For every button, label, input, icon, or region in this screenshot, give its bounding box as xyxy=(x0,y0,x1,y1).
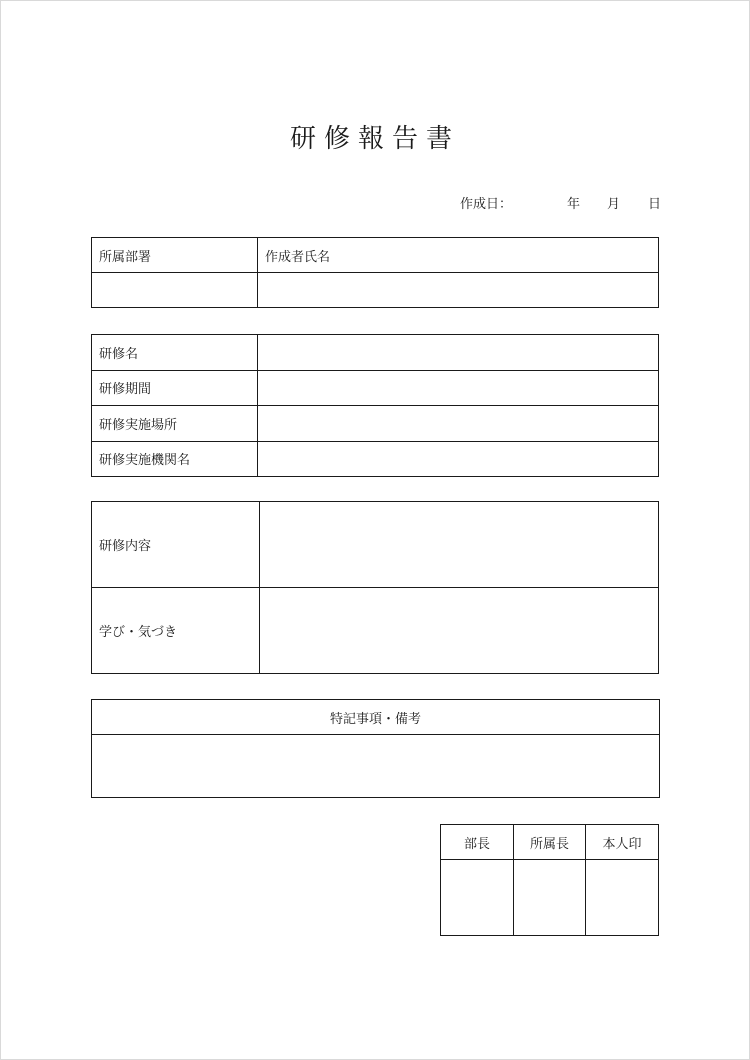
day-label: 日 xyxy=(648,197,662,212)
document-title: 研修報告書 xyxy=(289,124,460,154)
branch-manager-label: 所属長 xyxy=(514,825,586,860)
notes-header: 特記事項・備考 xyxy=(92,700,660,735)
training-period-field[interactable] xyxy=(258,370,659,406)
author-name-label: 作成者氏名 xyxy=(258,238,659,273)
learnings-field[interactable] xyxy=(260,588,659,674)
personal-seal-stamp-box[interactable] xyxy=(586,860,659,936)
training-location-field[interactable] xyxy=(258,406,659,442)
training-name-label: 研修名 xyxy=(92,335,258,371)
training-organizer-field[interactable] xyxy=(258,441,659,477)
department-head-label: 部長 xyxy=(441,825,514,860)
approval-stamp-table xyxy=(440,824,659,936)
training-period-label: 研修期間 xyxy=(92,370,258,406)
personal-seal-label: 本人印 xyxy=(586,825,659,860)
training-organizer-label: 研修実施機関名 xyxy=(92,441,258,477)
department-field[interactable] xyxy=(92,273,258,308)
department-head-stamp-box[interactable] xyxy=(441,860,514,936)
training-content-label: 研修内容 xyxy=(92,502,260,588)
year-label: 年 xyxy=(567,197,581,212)
branch-manager-stamp-box[interactable] xyxy=(514,860,586,936)
creation-date-line xyxy=(460,193,662,212)
department-label: 所属部署 xyxy=(92,238,258,273)
notes-field[interactable] xyxy=(92,735,660,798)
notes-table xyxy=(91,699,660,798)
training-name-field[interactable] xyxy=(258,335,659,371)
month-label: 月 xyxy=(607,197,621,212)
training-content-table xyxy=(91,501,659,674)
learnings-label: 学び・気づき xyxy=(92,588,260,674)
creation-date-label: 作成日： xyxy=(460,197,513,212)
author-name-field[interactable] xyxy=(258,273,659,308)
author-info-table xyxy=(91,237,659,308)
training-info-table xyxy=(91,334,659,477)
training-content-field[interactable] xyxy=(260,502,659,588)
training-location-label: 研修実施場所 xyxy=(92,406,258,442)
